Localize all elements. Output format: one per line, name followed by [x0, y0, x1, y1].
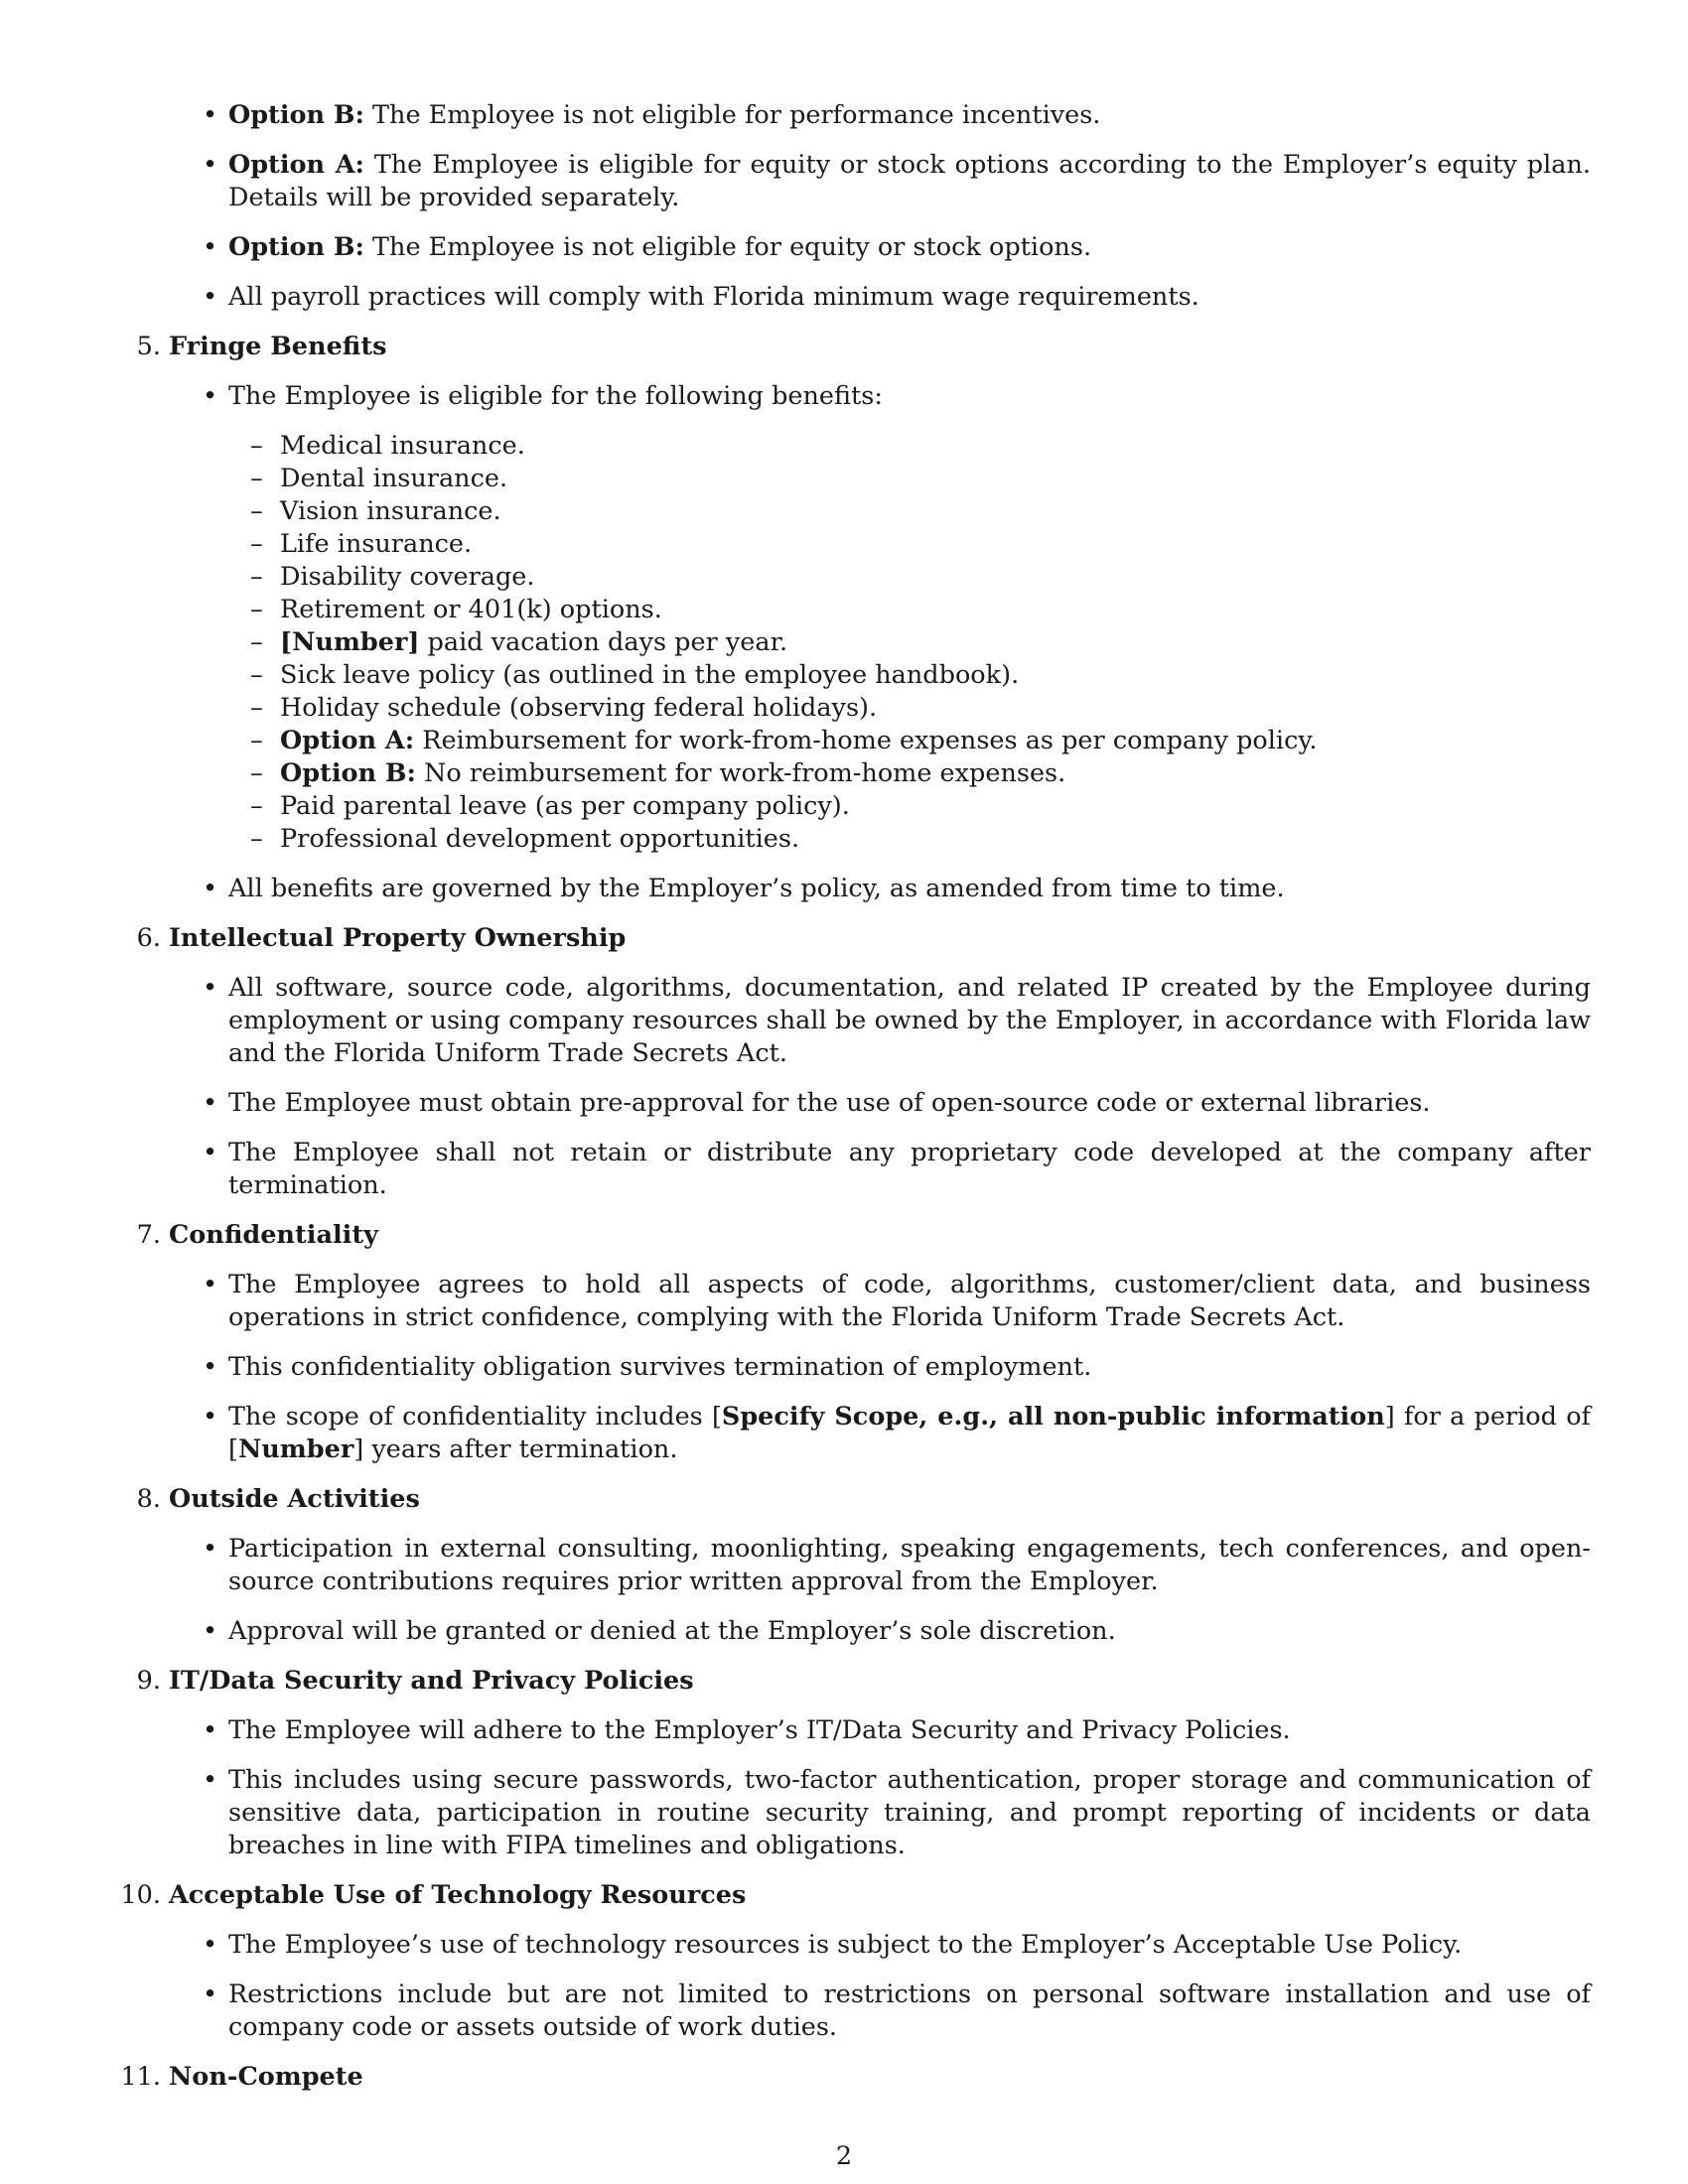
- section-title: Confidentiality: [169, 1220, 378, 1250]
- list-item: • Approval will be granted or denied at the Employer’s sole discretion.: [129, 1615, 1591, 1648]
- section-title: Fringe Benefits: [169, 332, 387, 361]
- list-item: • Option B: The Employee is not eligible for performance incentives.: [129, 99, 1591, 132]
- benefit-item: – Vision insurance.: [129, 495, 1591, 528]
- benefit-item: – Sick leave policy (as outlined in the employee handbook).: [129, 659, 1591, 692]
- section-heading-confidentiality: [129, 1219, 1591, 1252]
- section-number: 9.: [136, 1666, 161, 1696]
- list-item: • The Employee will adhere to the Employer’s IT/Data Security and Privacy Policies.: [129, 1714, 1591, 1747]
- list-item: • All payroll practices will comply with Florida minimum wage requirements.: [129, 281, 1591, 314]
- section-title: Non-Compete: [169, 2062, 363, 2092]
- benefit-item: – Retirement or 401(k) options.: [129, 594, 1591, 626]
- option-label: Option B:: [228, 100, 364, 130]
- section-number: 10.: [120, 1880, 161, 1910]
- section-heading-fringe-benefits: [129, 331, 1591, 363]
- list-item: • The Employee is eligible for the following benefits:: [129, 380, 1591, 413]
- list-item: • Option A: The Employee is eligible for equity or stock options according to the Employer’s equity plan. Details will be provided separately.: [129, 149, 1591, 214]
- section-title: Acceptable Use of Technology Resources: [169, 1880, 747, 1910]
- benefit-item: – Option B: No reimbursement for work-from-home expenses.: [129, 757, 1591, 790]
- benefit-item: – Disability coverage.: [129, 561, 1591, 594]
- list-item: • The Employee shall not retain or distribute any proprietary code developed at the company after termination.: [129, 1137, 1591, 1202]
- section-heading-it-security: [129, 1665, 1591, 1698]
- list-item: • This confidentiality obligation survives termination of employment.: [129, 1351, 1591, 1384]
- benefit-item: – [Number] paid vacation days per year.: [129, 626, 1591, 659]
- benefit-item: – Paid parental leave (as per company policy).: [129, 790, 1591, 823]
- option-label: Option B:: [228, 232, 364, 262]
- list-item: • All software, source code, algorithms, documentation, and related IP created by the Employee during employment or using company resources shall be owned by the Employer, in accordance with Florida law and the Florida Uniform Trade Secrets Act.: [129, 972, 1591, 1070]
- list-item: • This includes using secure passwords, two-factor authentication, proper storage and communication of sensitive data, participation in routine security training, and prompt reporting of incidents or data breaches in line with FIPA timelines and obligations.: [129, 1764, 1591, 1862]
- section-title: IT/Data Security and Privacy Policies: [169, 1666, 694, 1696]
- section-heading-non-compete: [120, 2061, 1591, 2094]
- list-item: • Option B: The Employee is not eligible for equity or stock options.: [129, 231, 1591, 264]
- section-number: 6.: [136, 923, 161, 953]
- section-heading-acceptable-use: [120, 1879, 1591, 1912]
- benefit-item: – Holiday schedule (observing federal holidays).: [129, 692, 1591, 725]
- list-item: • The Employee’s use of technology resources is subject to the Employer’s Acceptable Use Policy.: [129, 1929, 1591, 1962]
- benefit-item: – Life insurance.: [129, 528, 1591, 561]
- option-label: Option A:: [228, 150, 364, 180]
- section-heading-outside-activities: [129, 1483, 1591, 1516]
- section-number: 5.: [136, 332, 161, 361]
- section-title: Intellectual Property Ownership: [169, 923, 627, 953]
- benefit-item: – Dental insurance.: [129, 463, 1591, 495]
- section-number: 8.: [136, 1484, 161, 1514]
- document-content: [120, 99, 1591, 2111]
- benefit-item: – Medical insurance.: [129, 430, 1591, 463]
- benefit-item: – Option A: Reimbursement for work-from-home expenses as per company policy.: [129, 725, 1591, 757]
- section-title: Outside Activities: [169, 1484, 420, 1514]
- benefit-item: – Professional development opportunities.: [129, 823, 1591, 856]
- list-item: • The Employee must obtain pre-approval for the use of open-source code or external libraries.: [129, 1087, 1591, 1120]
- list-item: • The scope of confidentiality includes [Specify Scope, e.g., all non-public information] for a period of [Number] years after termination.: [129, 1401, 1591, 1466]
- section-heading-ip-ownership: [129, 922, 1591, 955]
- page-number: 2: [835, 2141, 853, 2171]
- section-number: 7.: [136, 1220, 161, 1250]
- list-item: • Restrictions include but are not limited to restrictions on personal software installation and use of company code or assets outside of work duties.: [129, 1979, 1591, 2044]
- list-item: • Participation in external consulting, moonlighting, speaking engagements, tech conferences, and open-source contributions requires prior written approval from the Employer.: [129, 1533, 1591, 1598]
- benefits-list: [129, 430, 1591, 856]
- list-item: • The Employee agrees to hold all aspects of code, algorithms, customer/client data, and business operations in strict confidence, complying with the Florida Uniform Trade Secrets Act.: [129, 1269, 1591, 1334]
- list-item: • All benefits are governed by the Employer’s policy, as amended from time to time.: [129, 873, 1591, 905]
- section-number: 11.: [120, 2062, 161, 2092]
